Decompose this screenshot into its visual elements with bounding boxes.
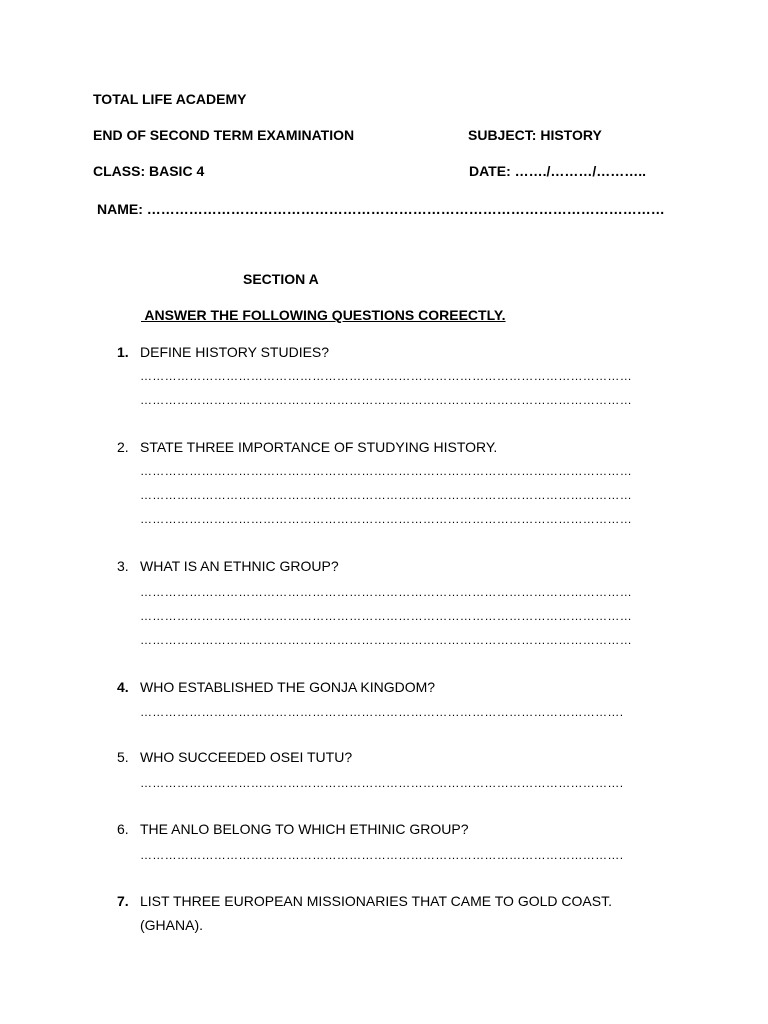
question-text: LIST THREE EUROPEAN MISSIONARIES THAT CAME TO GOLD COAST. [140,893,612,909]
question-text-continued: (GHANA). [140,917,203,933]
question-number: 2. [117,439,129,455]
answer-line: ………………………………………………………………………………………………………… [140,488,632,502]
answer-line: ………………………………………………………………………………………………………. [140,776,624,790]
answer-line: ………………………………………………………………………………………………………… [140,609,632,623]
answer-line: ………………………………………………………………………………………………………… [140,464,632,478]
question-text: WHAT IS AN ETHNIC GROUP? [140,558,339,574]
question-text: THE ANLO BELONG TO WHICH ETHINIC GROUP? [140,821,469,837]
question-number: 5. [117,749,129,765]
question-text: DEFINE HISTORY STUDIES? [140,344,330,360]
question-number: 6. [117,821,129,837]
question-text: WHO ESTABLISHED THE GONJA KINGDOM? [140,679,436,695]
answer-line: ………………………………………………………………………………………………………. [140,705,624,719]
school-name: TOTAL LIFE ACADEMY [93,91,247,107]
name-field: NAME: ………………………………………………………………………………………………… [97,201,665,217]
answer-line: ………………………………………………………………………………………………………… [140,633,632,647]
question-number: 7. [117,893,129,909]
section-instruction: ANSWER THE FOLLOWING QUESTIONS COREECTLY. [141,307,506,323]
answer-line: ………………………………………………………………………………………………………… [140,393,632,407]
answer-line: ………………………………………………………………………………………………………… [140,585,632,599]
subject-label: SUBJECT: HISTORY [468,127,602,143]
question-number: 1. [117,344,129,360]
answer-line: ………………………………………………………………………………………………………… [140,512,632,526]
answer-line: ………………………………………………………………………………………………………… [140,369,632,383]
question-text: WHO SUCCEEDED OSEI TUTU? [140,749,353,765]
answer-line: ………………………………………………………………………………………………………. [140,848,624,862]
question-number: 4. [117,679,129,695]
question-number: 3. [117,558,129,574]
exam-title: END OF SECOND TERM EXAMINATION [93,127,355,143]
date-field: DATE: ……./………/……….. [469,163,647,179]
question-text: STATE THREE IMPORTANCE OF STUDYING HISTORY. [140,439,498,455]
section-title: SECTION A [243,271,319,287]
class-label: CLASS: BASIC 4 [93,163,205,179]
